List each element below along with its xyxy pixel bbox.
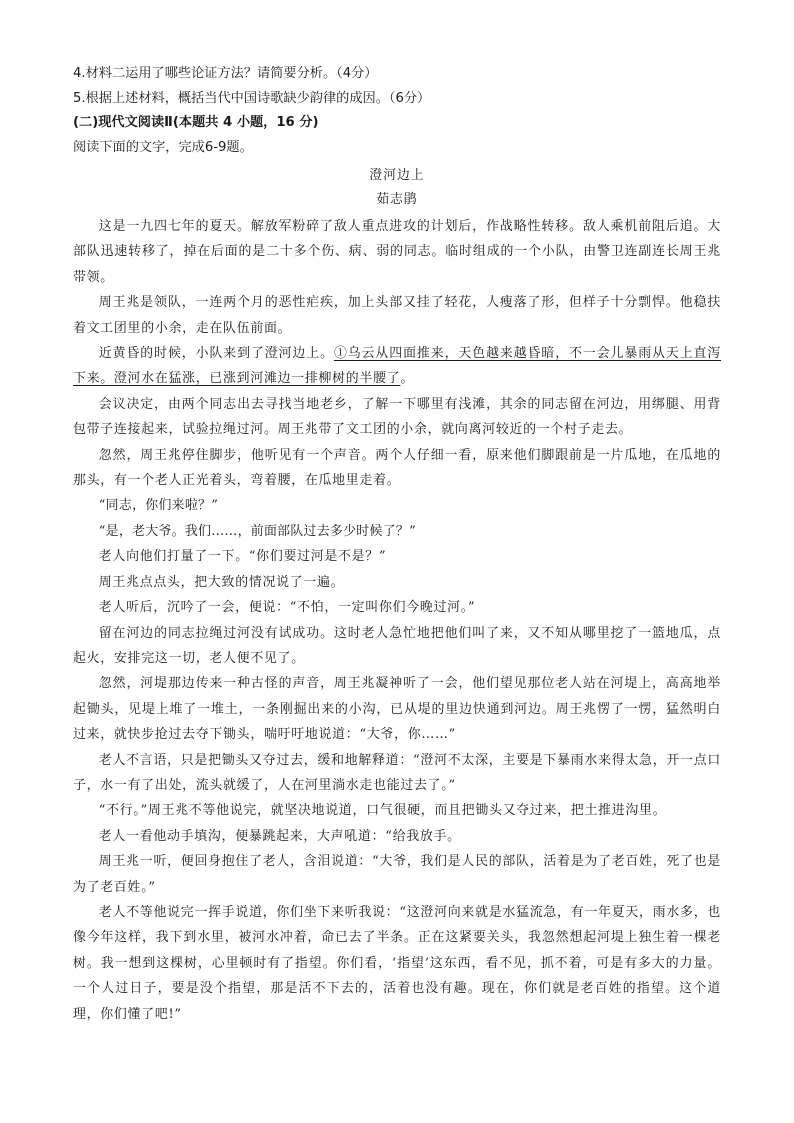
paragraph-10: 老人听后，沉吟了一会，便说：“不怕，一定叫你们今晚过河。” [98, 600, 476, 616]
paragraph-11: 留在河边的同志拉绳过河没有试成功。这时老人急忙地把他们叫了来，又不知从哪里挖了一篮地瓜，点起火，安排完这一切，老人便不见了。 [73, 625, 721, 666]
paragraph-14: “不行。”周王兆不等他说完，就坚决地说道，口气很硬，而且把锄头又夺过来，把土推进沟里。 [98, 803, 667, 819]
document-page [73, 62, 721, 1027]
paragraph-2: 周王兆是领队，一连两个月的恶性疟疾，加上头部又挂了轻花，人瘦落了形，但样子十分剽悍。他稳扶着文工团里的小余，走在队伍前面。 [73, 295, 721, 336]
reading-instruction: 阅读下面的文字，完成6-9题。 [73, 139, 253, 155]
paragraph-15: 老人一看他动手填沟，便暴跳起来，大声吼道：“给我放手。 [98, 828, 461, 844]
paragraph-12: 忽然，河堤那边传来一种古怪的声音，周王兆凝神听了一会，他们望见那位老人站在河堤上，高高地举起锄头，见堤上堆了一堆土，一条刚掘出来的小沟，已从堤的里边快通到河边。周王兆愣了一愣，猛然明白过来，就快步抢过去夺下锄头，喘吁吁地说道：“大爷，你……” [73, 676, 721, 743]
paragraph-3 [73, 341, 721, 392]
underlined-sentence-1: ①乌云从四面推来，天色越来越昏暗，不一会儿暴雨从天上直泻下来。澄河水在猛涨，已涨到河滩边一排柳树的半腰了 [73, 346, 722, 387]
paragraph-16: 周王兆一听，便回身抱住了老人，含泪说道：“大爷，我们是人民的部队，活着是为了老百姓，死了也是为了老百姓。” [73, 854, 721, 895]
paragraph-3-lead: 近黄昏的时候，小队来到了澄河边上。 [98, 346, 334, 362]
paragraph-3-tail: 。 [400, 371, 415, 387]
paragraph-5: 忽然，周王兆停住脚步，他听见有一个声音。两个人仔细一看，原来他们脚跟前是一片瓜地，在瓜地的那头，有一个老人正光着头，弯着腰，在瓜地里走着。 [73, 447, 721, 489]
paragraph-9: 周王兆点点头，把大致的情况说了一遍。 [98, 574, 345, 590]
paragraph-17: 老人不等他说完一挥手说道，你们坐下来听我说：“这澄河向来就是水猛流急，有一年夏天，雨水多，也像今年这样，我下到水里，被河水冲着，命已去了半条。正在这紧要关头，我忽然想起河堤上独生着一棵老树。我一想到这棵树，心里顿时有了指望。你们看，‘指望’这东西，看不见，抓不着，可是有多大的力量。一个人过日子，要是没个指望，那是活不下去的，活着也没有趣。现在，你们就是老百姓的指望。这个道理，你们懂了吧!” [73, 904, 721, 1022]
article-author: 茹志鹃 [376, 192, 418, 207]
question-4: 4.材料二运用了哪些论证方法？请简要分析。（4分） [73, 66, 378, 81]
article-title: 澄河边上 [369, 168, 425, 183]
paragraph-4: 会议决定，由两个同志出去寻找当地老乡，了解一下哪里有浅滩，其余的同志留在河边，用绑腿、用背包带子连接起来，试验拉绳过河。周王兆带了文工团的小余，就向离河较近的一个村子走去。 [73, 396, 721, 438]
paragraph-7: “是，老大爷。我们……，前面部队过去多少时候了？” [98, 523, 416, 539]
paragraph-6: “同志，你们来啦？” [98, 498, 219, 514]
paragraph-8: 老人向他们打量了一下。“你们要过河是不是？” [98, 549, 387, 565]
section-heading: (二)现代文阅读Ⅱ(本题共 4 小题，16 分) [73, 115, 319, 130]
paragraph-1: 这是一九四七年的夏天。解放军粉碎了敌人重点进攻的计划后，作战略性转移。敌人乘机前阻后追。大部队迅速转移了，掉在后面的是二十多个伤、病、弱的同志。临时组成的一个小队，由警卫连副连长周王兆带领。 [73, 219, 721, 285]
paragraph-13: 老人不言语，只是把锄头又夺过去，缓和地解释道：“澄河不太深，主要是下暴雨水来得太急，开一点口子，水一有了出处，流头就缓了，人在河里淌水走也能过去了。” [73, 752, 721, 793]
question-5: 5.根据上述材料，概括当代中国诗歌缺少韵律的成因。（6分） [73, 90, 431, 106]
